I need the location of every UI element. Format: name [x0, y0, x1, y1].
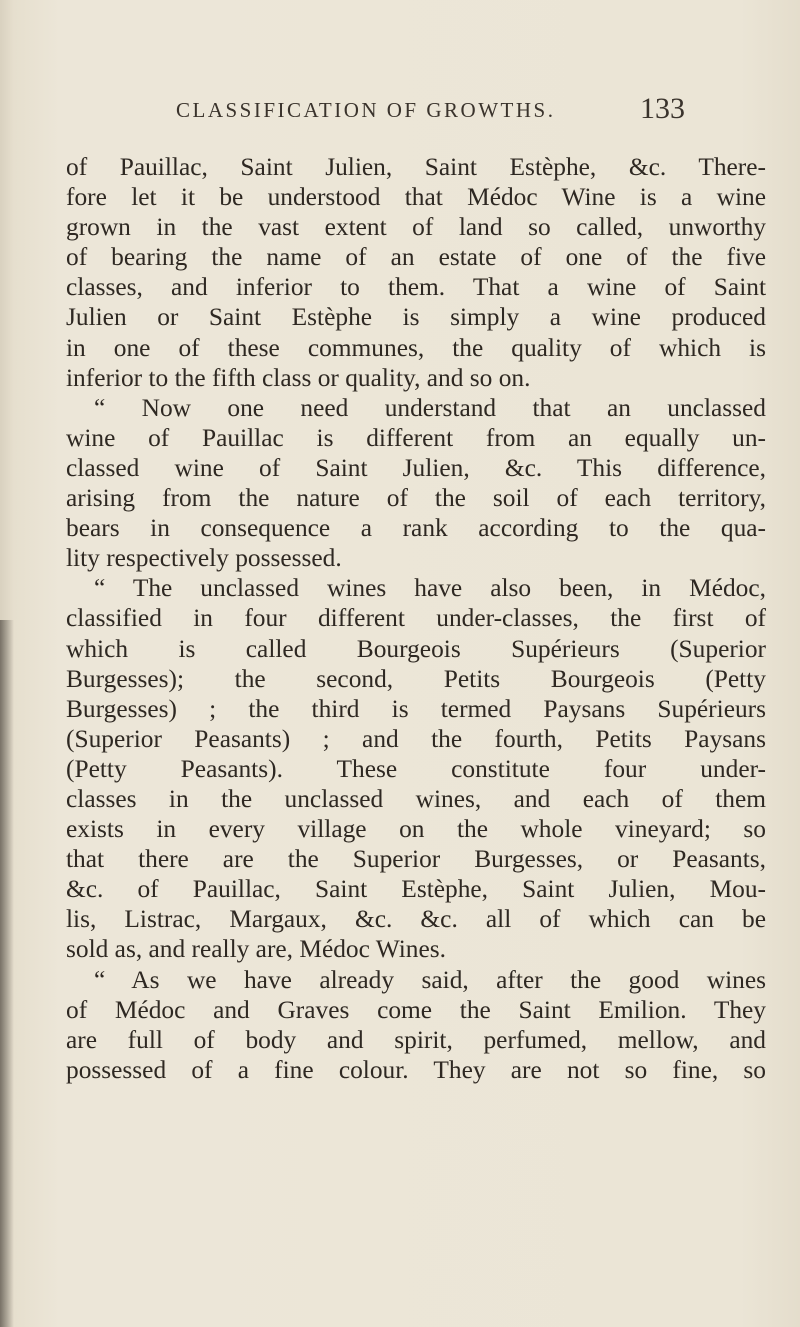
text-line: “ As we have already said, after the good wines	[94, 965, 766, 994]
text-line: possessed of a fine colour. They are not so fine, so	[66, 1055, 766, 1084]
text-line: which is called Bourgeois Supérieurs (Superior	[66, 634, 766, 663]
text-line: classed wine of Saint Julien, &c. This difference,	[66, 453, 766, 482]
text-line: wine of Pauillac is different from an equally un-	[66, 423, 766, 452]
text-line: bears in consequence a rank according to the qua-	[66, 514, 766, 543]
text-line: grown in the vast extent of land so called, unworthy	[66, 213, 766, 242]
text-line: classes in the unclassed wines, and each of them	[66, 784, 766, 813]
text-line: (Petty Peasants). These constitute four under-	[66, 754, 766, 783]
page-number: 133	[640, 92, 685, 125]
text-line: sold as, and really are, Médoc Wines.	[66, 935, 446, 964]
text-line: lis, Listrac, Margaux, &c. &c. all of which can be	[66, 905, 766, 934]
text-line: of Médoc and Graves come the Saint Emilion. They	[66, 995, 766, 1024]
text-line: Burgesses); the second, Petits Bourgeois (Petty	[66, 664, 766, 693]
text-line: arising from the nature of the soil of each territory,	[66, 484, 766, 513]
text-line: “ The unclassed wines have also been, in Médoc,	[94, 574, 766, 603]
text-line: Julien or Saint Estèphe is simply a wine produced	[66, 303, 766, 332]
text-line: classes, and inferior to them. That a wine of Saint	[66, 273, 766, 302]
text-line: of bearing the name of an estate of one of the five	[66, 243, 766, 272]
text-line: of Pauillac, Saint Julien, Saint Estèphe, &c. There-	[66, 153, 766, 181]
text-line: classified in four different under-classes, the first of	[66, 604, 766, 633]
text-line: lity respectively possessed.	[66, 544, 342, 573]
text-line: &c. of Pauillac, Saint Estèphe, Saint Julien, Mou-	[66, 875, 766, 904]
text-line: “ Now one need understand that an unclassed	[94, 393, 766, 422]
text-line: Burgesses) ; the third is termed Paysans Supérieurs	[66, 694, 766, 723]
text-line: that there are the Superior Burgesses, or Peasants,	[66, 845, 766, 874]
binding-shadow	[0, 620, 14, 1327]
text-line: are full of body and spirit, perfumed, mellow, and	[66, 1025, 766, 1054]
text-line: fore let it be understood that Médoc Wine is a wine	[66, 183, 766, 212]
text-line: (Superior Peasants) ; and the fourth, Petits Paysans	[66, 724, 766, 753]
body-text	[66, 152, 766, 1085]
text-line: inferior to the fifth class or quality, and so on.	[66, 363, 531, 392]
text-line: exists in every village on the whole vineyard; so	[66, 815, 766, 844]
text-line: in one of these communes, the quality of which is	[66, 333, 766, 362]
running-head	[0, 92, 800, 132]
running-title: CLASSIFICATION OF GROWTHS.	[176, 98, 556, 122]
